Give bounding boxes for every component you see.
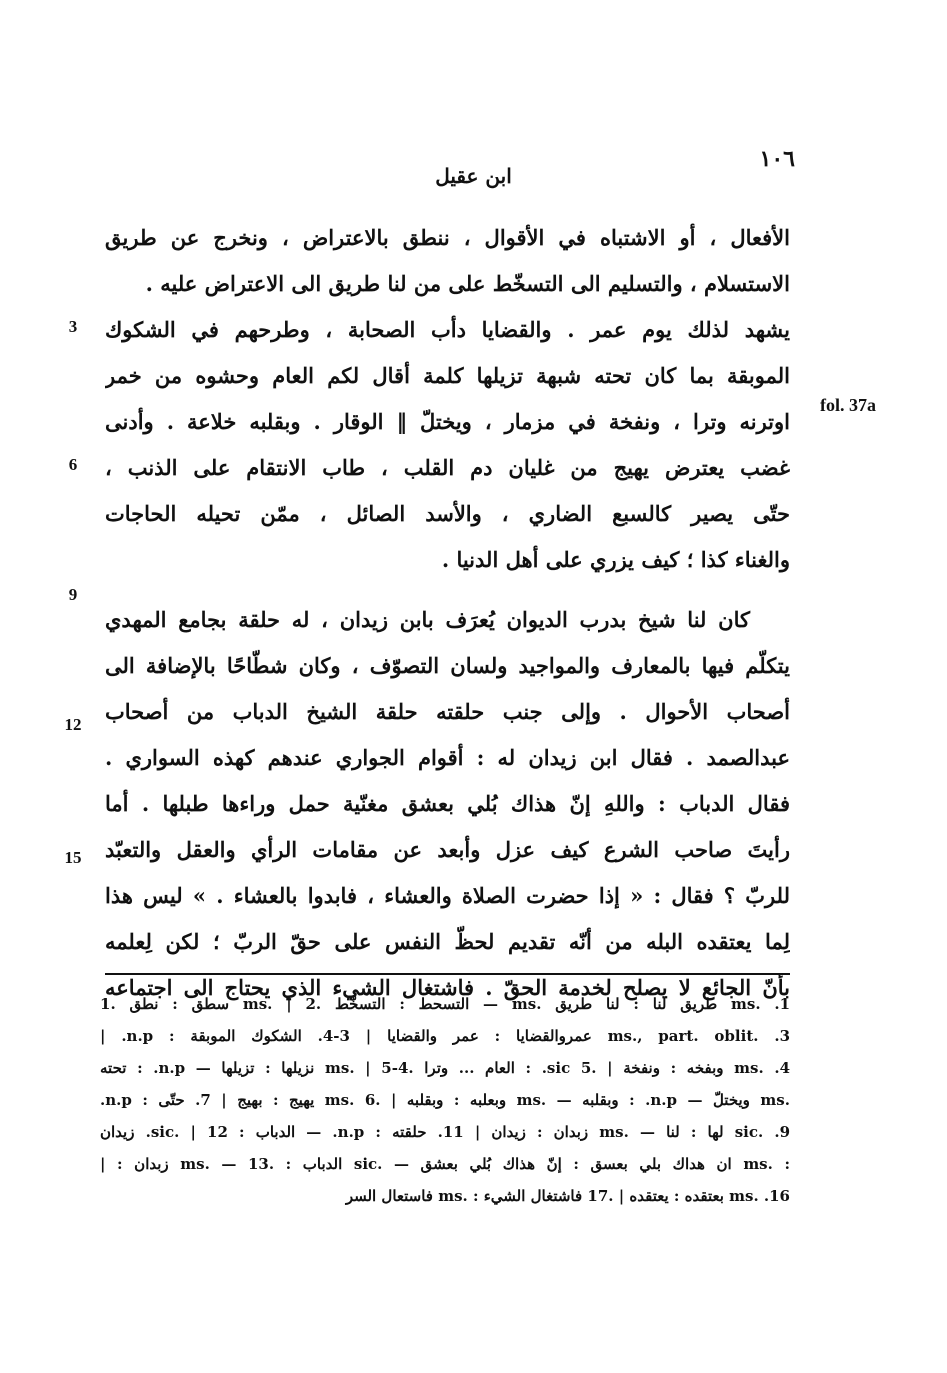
folio-marker: fol. 37a xyxy=(820,395,876,415)
text-line: رأيتَ صاحب الشرع كيف عزل وأبعد عن مقامات الرأي والعقل والتعبّد xyxy=(105,837,790,862)
text-line: كان لنا شيخ بدرب الديوان يُعرَف بابن زيدان ، له حلقة بجامع المهدي xyxy=(105,607,750,632)
text-line: غضب يعترض يهيج من غليان دم القلب ، طاب الانتقام على الذنب ، xyxy=(105,455,790,480)
paragraph-gap xyxy=(105,583,790,597)
page-number: ١٠٦ xyxy=(759,146,795,172)
text-line: بأنّ الجائع لا يصلح لخدمة الحقّ . فاشتغال الشيء الذي يحتاج الى اجتماعه xyxy=(105,975,790,1000)
line-number-9: 9 xyxy=(68,585,78,604)
footnote-line: : .ms ان هداك بلي بعسق : إنّ هذاك بُلي بعشق ‏— .sic الدباب : .13 ‏— .ms زبدان : | xyxy=(100,1155,790,1173)
line-number-3: 3 xyxy=(68,317,78,336)
text-line: يتكلّم فيها بالمعارف والمواجيد ولسان التصوّف ، وكان شطّاحًا بالإضافة الى xyxy=(105,653,790,678)
footnote-line: .ms ويختلّ ‏— n.p. : وبقلبه ‏— .ms وبعلبه : وبقلبه | .6 .ms يهيج : بهيج | 7. حتّى : n.p. xyxy=(100,1091,790,1109)
footnote-line: 16. .ms بعتقده : يعتقده | .17 فاشتغال الشيء : .ms فاستعال السر xyxy=(345,1187,790,1205)
text-line: لِما يعتقده البله من أنّه تقديم لحظّ النفس على حقّ الربّ ؛ لكن لِعلمه xyxy=(105,929,790,954)
main-text xyxy=(105,215,790,1011)
footnote-line: 9. .sic لها : لنا ‏— .ms زبدان : زيدان | 11. حلقته : n.p. ‏— الدباب : sic. | 12. زيدان xyxy=(100,1123,790,1141)
text-line: فقال الدباب : واللهِ إنّ هذاك بُلي بعشق مغنّية حمل وراءها طبلها . أما xyxy=(105,791,790,816)
footnote-line: 4. .ms وبفخه : ونفخة | .5 sic. : العام ... وترا .4-5 | .ms نزيلها : تزيلها ‏— n.p. : تحته xyxy=(100,1059,790,1077)
text-line: الأفعال ، أو الاشتباه في الأقوال ، ننطق بالاعتراض ، ونخرج عن طريق xyxy=(105,225,790,250)
running-title: ابن عقيل xyxy=(435,164,512,188)
text-line: يشهد لذلك يوم عمر . والقضايا دأب الصحابة ، وطرحهم في الشكوك xyxy=(105,317,790,342)
text-line: اوترنه وترا ، ونفخة في مزمار ، ويختلّ ‖ الوقار . وبقلبه خلاعة . وأدنى xyxy=(105,409,790,434)
text-line: عبدالصمد . فقال ابن زيدان له : أقوام الجواري عندهم كهذه السواري . xyxy=(105,745,790,770)
text-line: الاستسلام ، والتسليم الى التسخّط على من لنا طريق الى الاعتراض عليه . xyxy=(145,271,790,296)
line-number-12: 12 xyxy=(64,715,82,734)
footnote-line: 3. .ms., part. oblit عمروالقضايا : عمر والقضايا | 3-4. الشكوك الموبقة : n.p. | xyxy=(100,1027,790,1045)
footnote-line: 1. .ms طريق لنا : لنا طريق .ms ‏— التسحط : التسخّط .2 | .ms سطق : نطق .1 xyxy=(100,995,790,1013)
text-line: والغناء كذا ؛ كيف يزري على أهل الدنيا . xyxy=(441,547,790,572)
line-number-15: 15 xyxy=(64,848,82,867)
apparatus-notes xyxy=(100,988,790,1212)
text-line: حتّى يصير كالسبع الضاري ، والأسد الصائل ، ممّن تحيله الحاجات xyxy=(105,501,790,526)
text-line: الموبقة بما كان تحته شبهة تزيلها كلمة أقال لكم العام وحشوه من خمر xyxy=(105,363,790,388)
line-number-6: 6 xyxy=(68,455,78,474)
text-line: للربّ ؟ فقال : « إذا حضرت الصلاة والعشاء ، فابدوا بالعشاء . » ليس هذا xyxy=(105,883,790,908)
footnote-rule xyxy=(105,973,790,975)
text-line: أصحاب الأحوال . وإلى جنب حلقته حلقة الشيخ الدباب من أصحاب xyxy=(105,699,790,724)
